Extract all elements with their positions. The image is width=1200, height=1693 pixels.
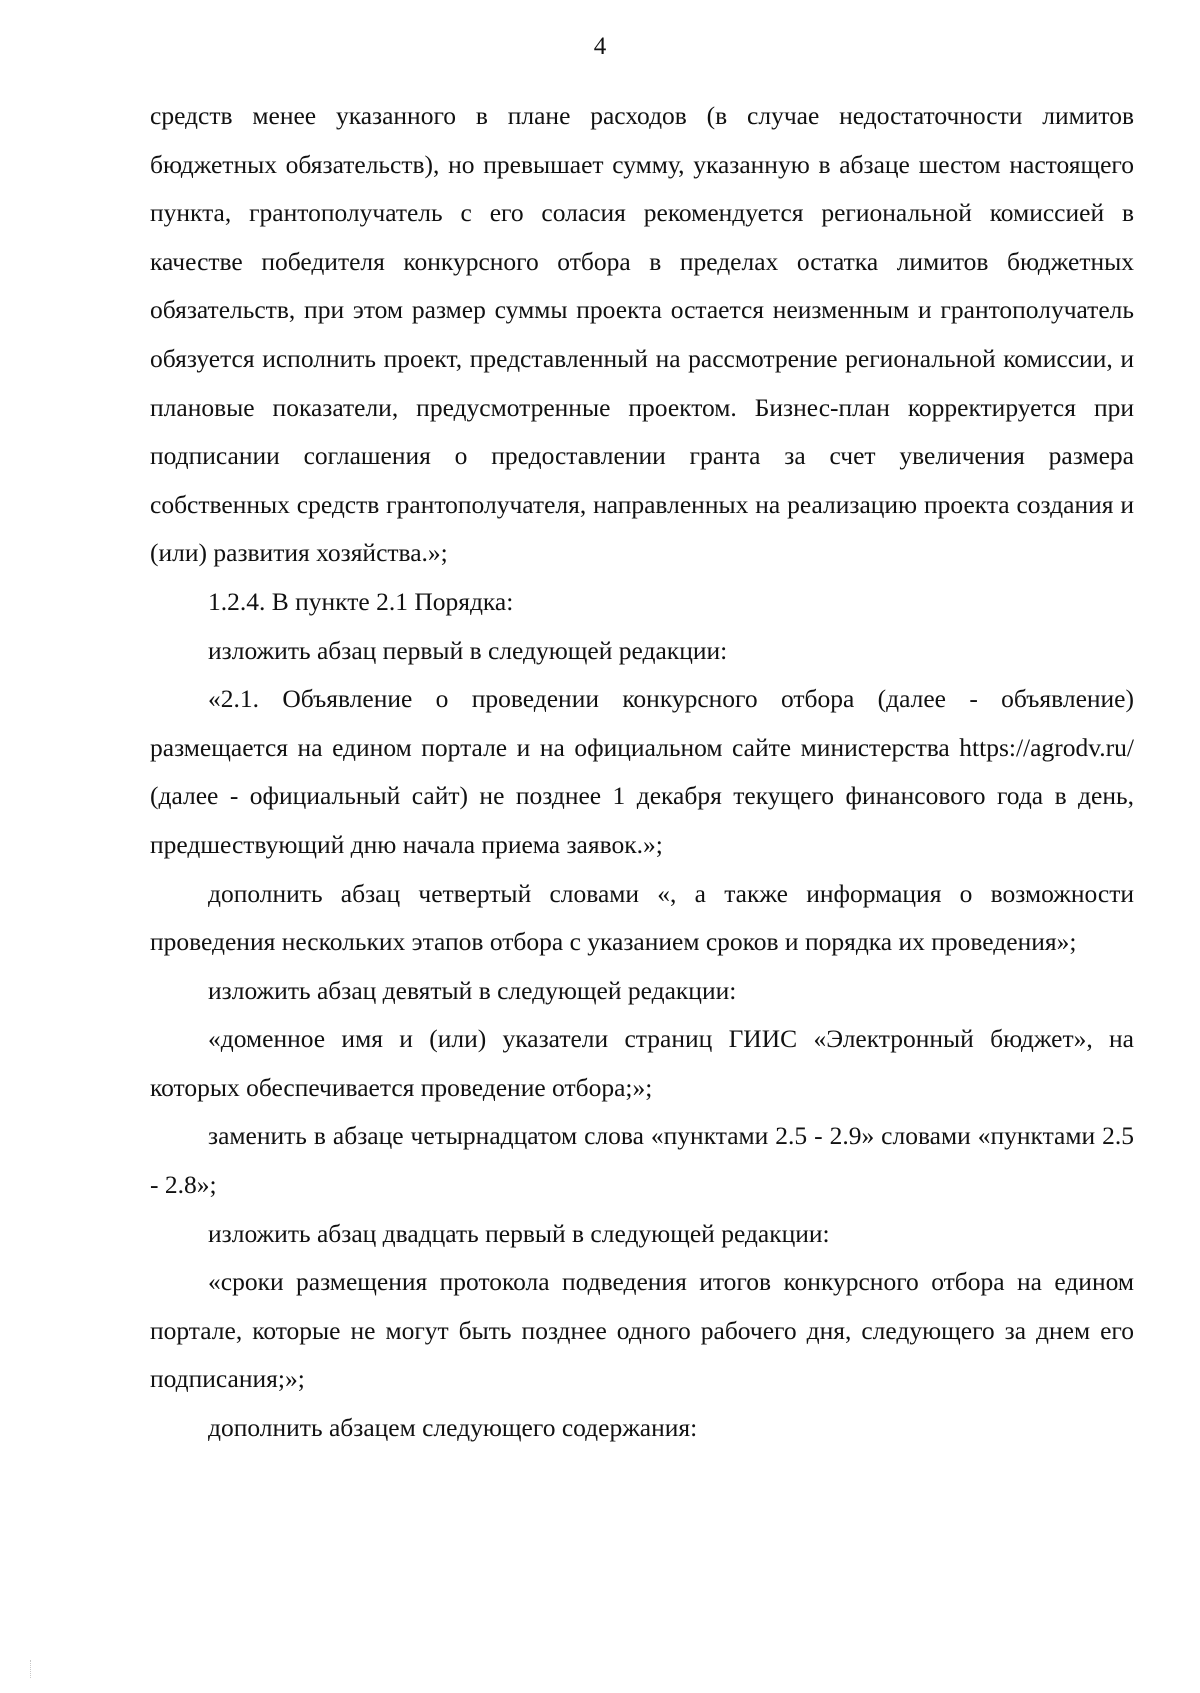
document-body [150, 92, 1134, 1453]
paragraph-instruction-first-abzac: изложить абзац первый в следующей редакции: [208, 635, 728, 665]
paragraph-quote-protocol-terms: «сроки размещения протокола подведения итогов конкурсного отбора на едином портале, которые не могут быть позднее одного рабочего дня, следующего за днем его подписания;»; [150, 1267, 1134, 1394]
page-number: 4 [593, 33, 607, 60]
paragraph-instruction-ninth-abzac: изложить абзац девятый в следующей редакции: [208, 975, 737, 1005]
paragraph-amend-fourth-abzac: дополнить абзац четвертый словами «, а также информация о возможности проведения нескольких этапов отбора с указанием сроков и порядка их проведения»; [150, 878, 1134, 957]
scan-artifact [30, 1660, 33, 1678]
paragraph-quote-2-1: «2.1. Объявление о проведении конкурсного отбора (далее - объявление) размещается на едином портале и на официальном сайте министерства https://agrodv.ru/ (далее - официальный сайт) не позднее 1 декабря текущего финансового года в день, предшествующий дню начала приема заявок.»; [150, 684, 1134, 859]
paragraph-instruction-twenty-first-abzac: изложить абзац двадцать первый в следующей редакции: [208, 1218, 830, 1248]
paragraph-add-abzac: дополнить абзацем следующего содержания: [208, 1413, 698, 1443]
paragraph-quote-domain-name: «доменное имя и (или) указатели страниц ГИИС «Электронный бюджет», на которых обеспечивается проведение отбора;»; [150, 1024, 1134, 1102]
paragraph-replace-fourteenth-abzac: заменить в абзаце четырнадцатом слова «пунктами 2.5 - 2.9» словами «пунктами 2.5 - 2.8»; [150, 1121, 1134, 1200]
paragraph-continuation: средств менее указанного в плане расходов (в случае недостаточности лимитов бюджетных обязательств), но превышает сумму, указанную в абзаце шестом настоящего пункта, грантополучатель с его соласия рекомендуется региональной комиссией в качестве победителя конкурсного отбора в пределах остатка лимитов бюджетных обязательств, при этом размер суммы проекта остается неизменным и грантополучатель обязуется исполнить проект, представленный на рассмотрение региональной комиссии, и плановые показатели, предусмотренные проектом. Бизнес-план корректируется при подписании соглашения о предоставлении гранта за счет увеличения размера собственных средств грантополучателя, направленных на реализацию проекта создания и (или) развития хозяйства.»; [150, 101, 1134, 568]
paragraph-item-1-2-4: 1.2.4. В пункте 2.1 Порядка: [208, 586, 514, 616]
